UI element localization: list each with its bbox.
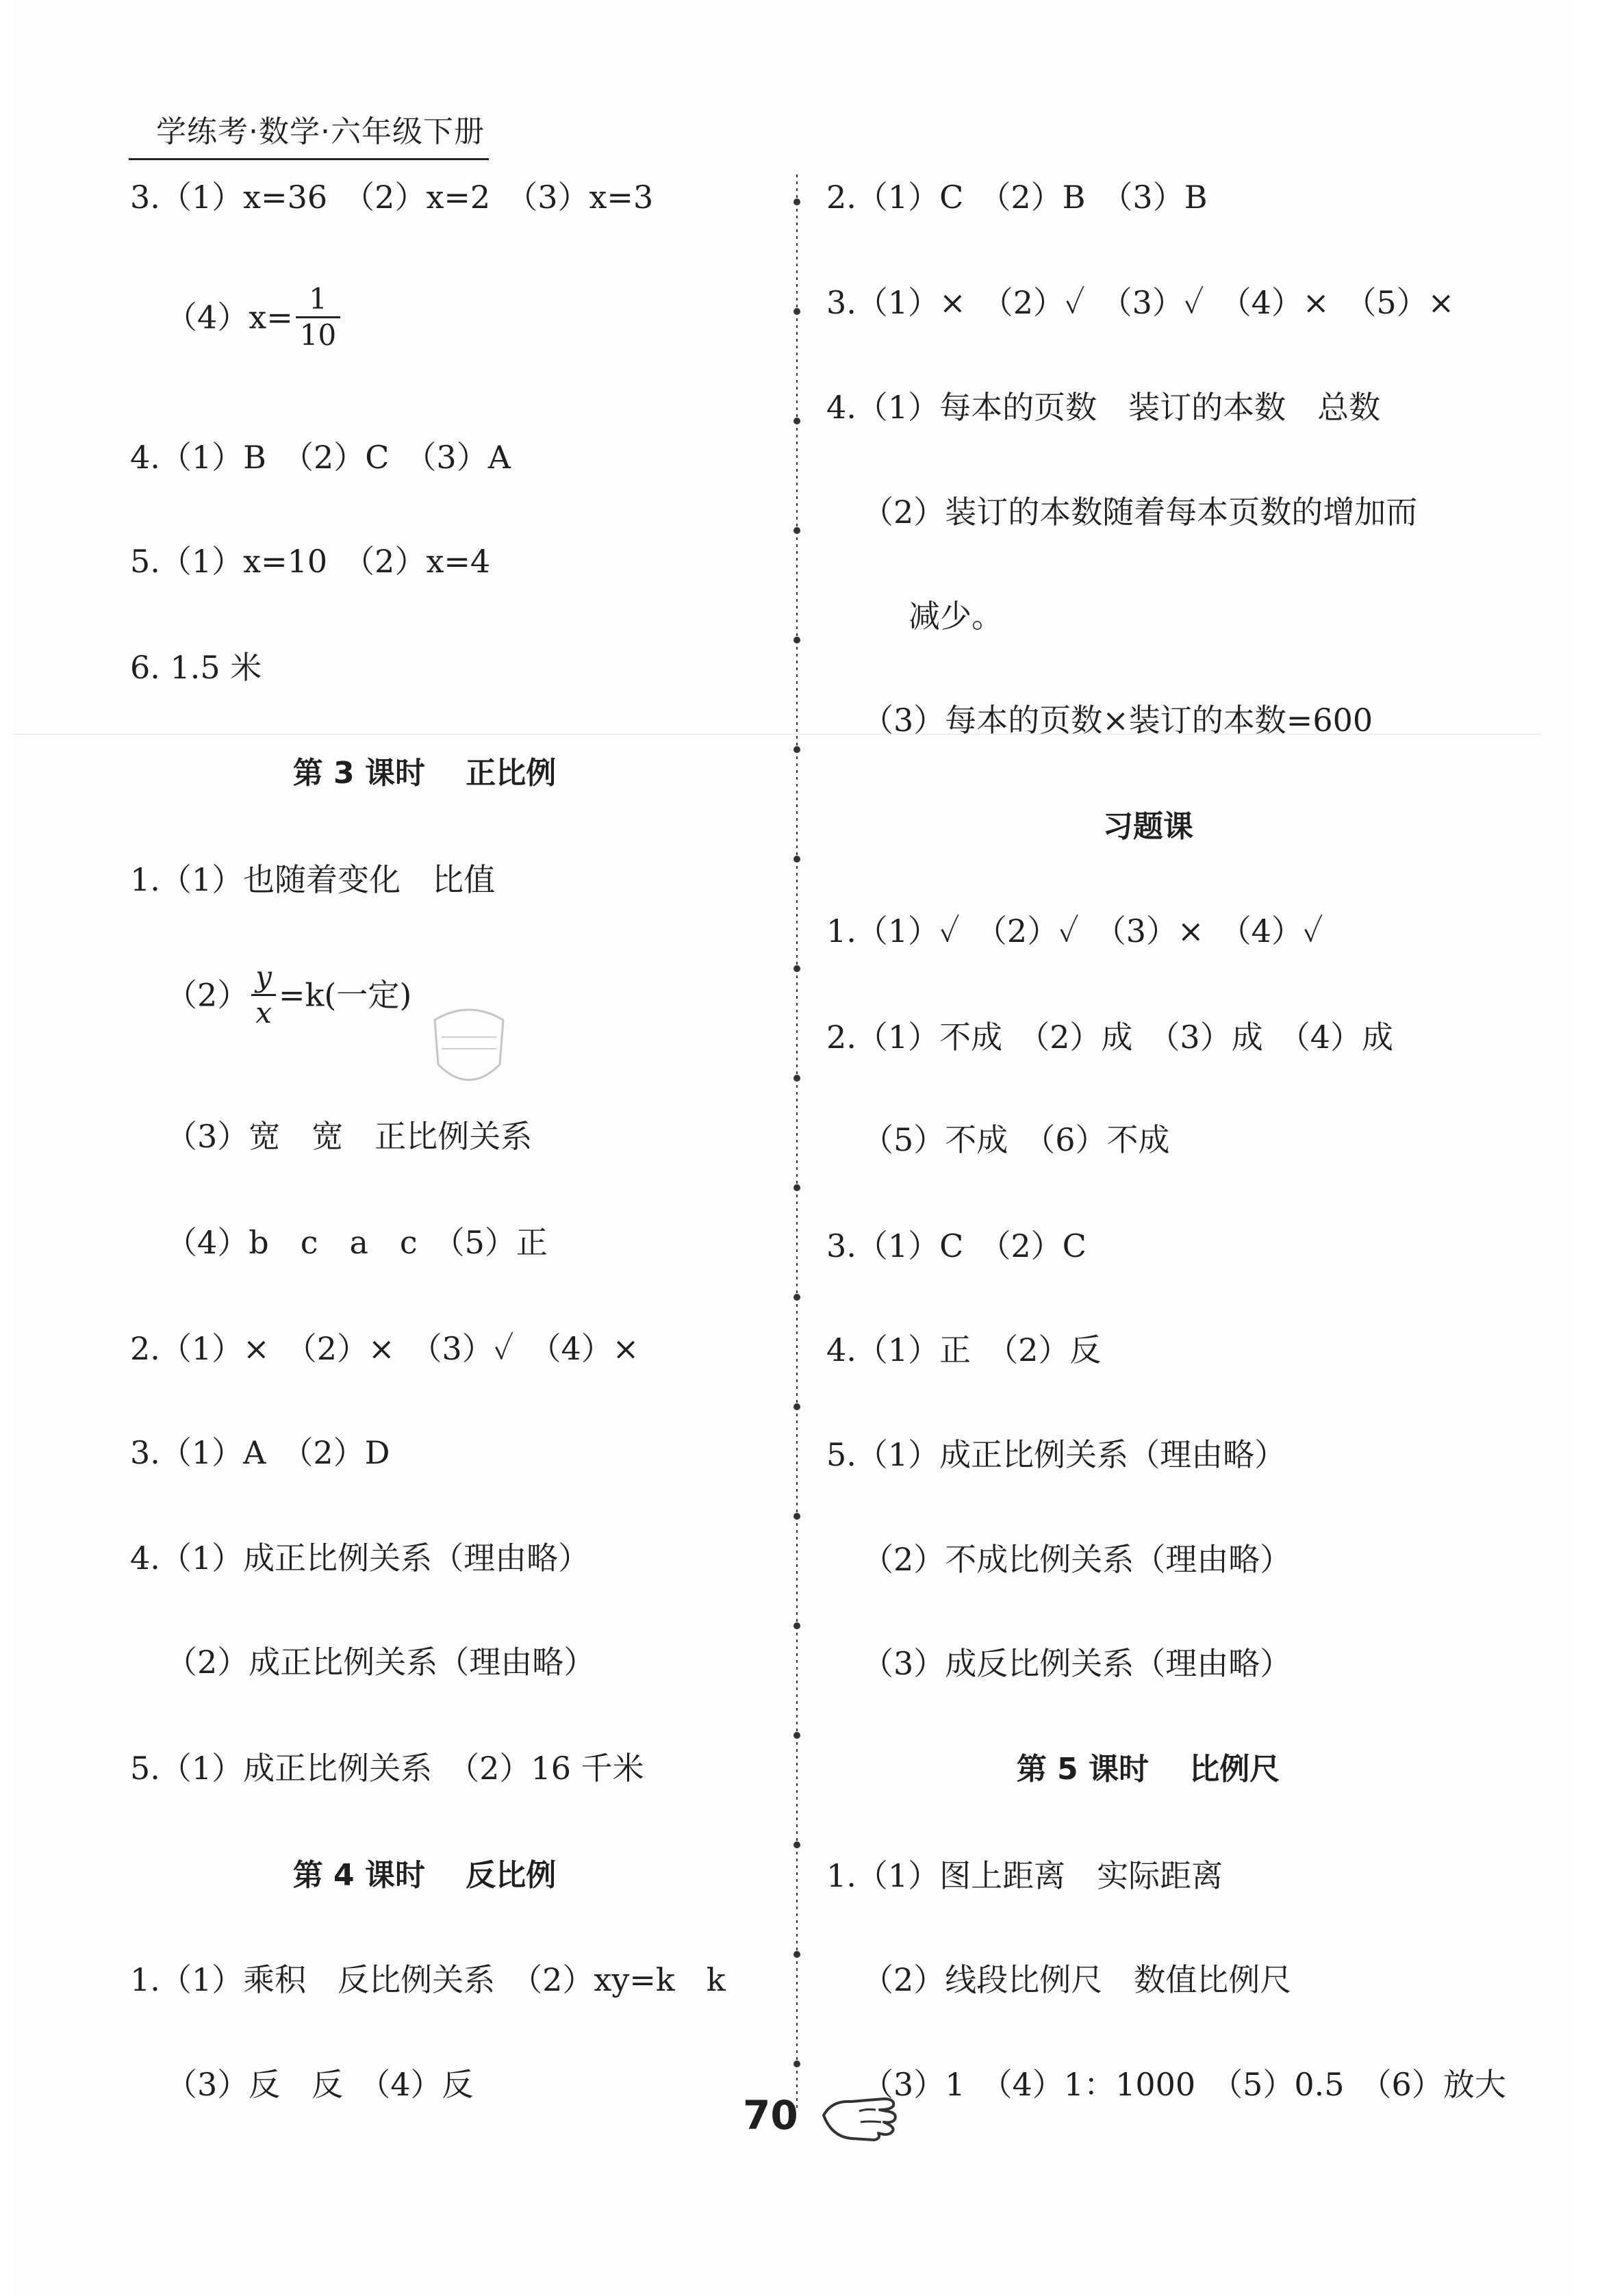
answer-line: 5.（1）x=10 （2）x=4 (130, 543, 491, 580)
answer-line: 减少。 (909, 598, 1003, 635)
fraction (251, 962, 276, 1028)
section-title-exercise: 习题课 (1103, 809, 1193, 844)
answer-line: 2.（1）不成 （2）成 （3）成 （4）成 (826, 1019, 1393, 1056)
answer-line: 3.（1）C （2）C (826, 1227, 1087, 1264)
answer-line: 4.（1）成正比例关系（理由略） (130, 1540, 590, 1577)
section-title-lesson3: 第 3 课时 正比例 (292, 756, 557, 791)
answer-line: 3.（1）x=36 （2）x=2 （3）x=3 (130, 179, 654, 216)
answer-line: 5.（1）成正比例关系 （2）16 千米 (130, 1750, 644, 1787)
fraction-denominator: 10 (299, 318, 337, 352)
page-number: 70 (743, 2092, 798, 2139)
answer-line: 1.（1）乘积 反比例关系 （2）xy=k k (130, 1961, 726, 1998)
answer-line: （3）1 （4）1：1000 （5）0.5 （6）放大 (862, 2066, 1506, 2103)
answer-line: （2）成正比例关系（理由略） (166, 1644, 596, 1681)
answer-line: （3）每本的页数×装订的本数=600 (862, 702, 1373, 739)
section-title-lesson4: 第 4 课时 反比例 (292, 1858, 557, 1893)
answer-line: 4.（1）正 （2）反 (826, 1331, 1102, 1368)
watermark-stamp-icon (421, 999, 517, 1095)
answer-line: 1.（1）✓ （2）✓ （3）× （4）✓ (826, 913, 1323, 949)
answer-line: 2.（1）C （2）B （3）B (826, 179, 1208, 216)
answer-line: 4.（1）B （2）C （3）A (130, 439, 511, 476)
answer-prefix: （4）x= (166, 298, 293, 336)
column-divider (792, 175, 802, 2112)
answer-line: （2）不成比例关系（理由略） (862, 1541, 1292, 1578)
section-title-lesson5: 第 5 课时 比例尺 (1016, 1752, 1280, 1787)
answer-line: 1.（1）图上距离 实际距离 (826, 1857, 1223, 1894)
running-header: 学练考·数学·六年级下册 (129, 113, 489, 160)
fraction-numerator: y (251, 962, 276, 996)
fraction-denominator: x (255, 996, 272, 1030)
answer-line: （3）宽 宽 正比例关系 (166, 1118, 533, 1155)
answer-line: 3.（1）A （2）D (130, 1434, 390, 1471)
answer-line: （4）b c a c （5）正 (166, 1224, 548, 1261)
answer-line: 2.（1）× （2）× （3）✓ （4）× (130, 1330, 639, 1367)
answer-suffix: =k(一定) (279, 976, 412, 1014)
answer-line: （2）装订的本数随着每本页数的增加而 (862, 494, 1418, 531)
answer-line: 5.（1）成正比例关系（理由略） (826, 1436, 1286, 1473)
answer-prefix: （2） (166, 976, 249, 1014)
answer-line: 3.（1）× （2）✓ （3）✓ （4）× （5）× (826, 284, 1455, 321)
answer-line: 6. 1.5 米 (130, 649, 262, 686)
pointing-hand-icon (818, 2088, 914, 2143)
fraction-numerator: 1 (296, 285, 340, 318)
answer-line: （2）线段比例尺 数值比例尺 (862, 1961, 1292, 1998)
answer-line: 1.（1）也随着变化 比值 (130, 861, 496, 898)
answer-line: （3）反 反 （4）反 (166, 2066, 474, 2103)
answer-line: （5）不成 （6）不成 (862, 1121, 1170, 1158)
answer-line: 4.（1）每本的页数 装订的本数 总数 (826, 389, 1381, 426)
answer-line-fraction (130, 960, 412, 1030)
answer-line-fraction (130, 282, 343, 353)
answer-line: （3）成反比例关系（理由略） (862, 1645, 1292, 1682)
fraction (296, 282, 340, 352)
